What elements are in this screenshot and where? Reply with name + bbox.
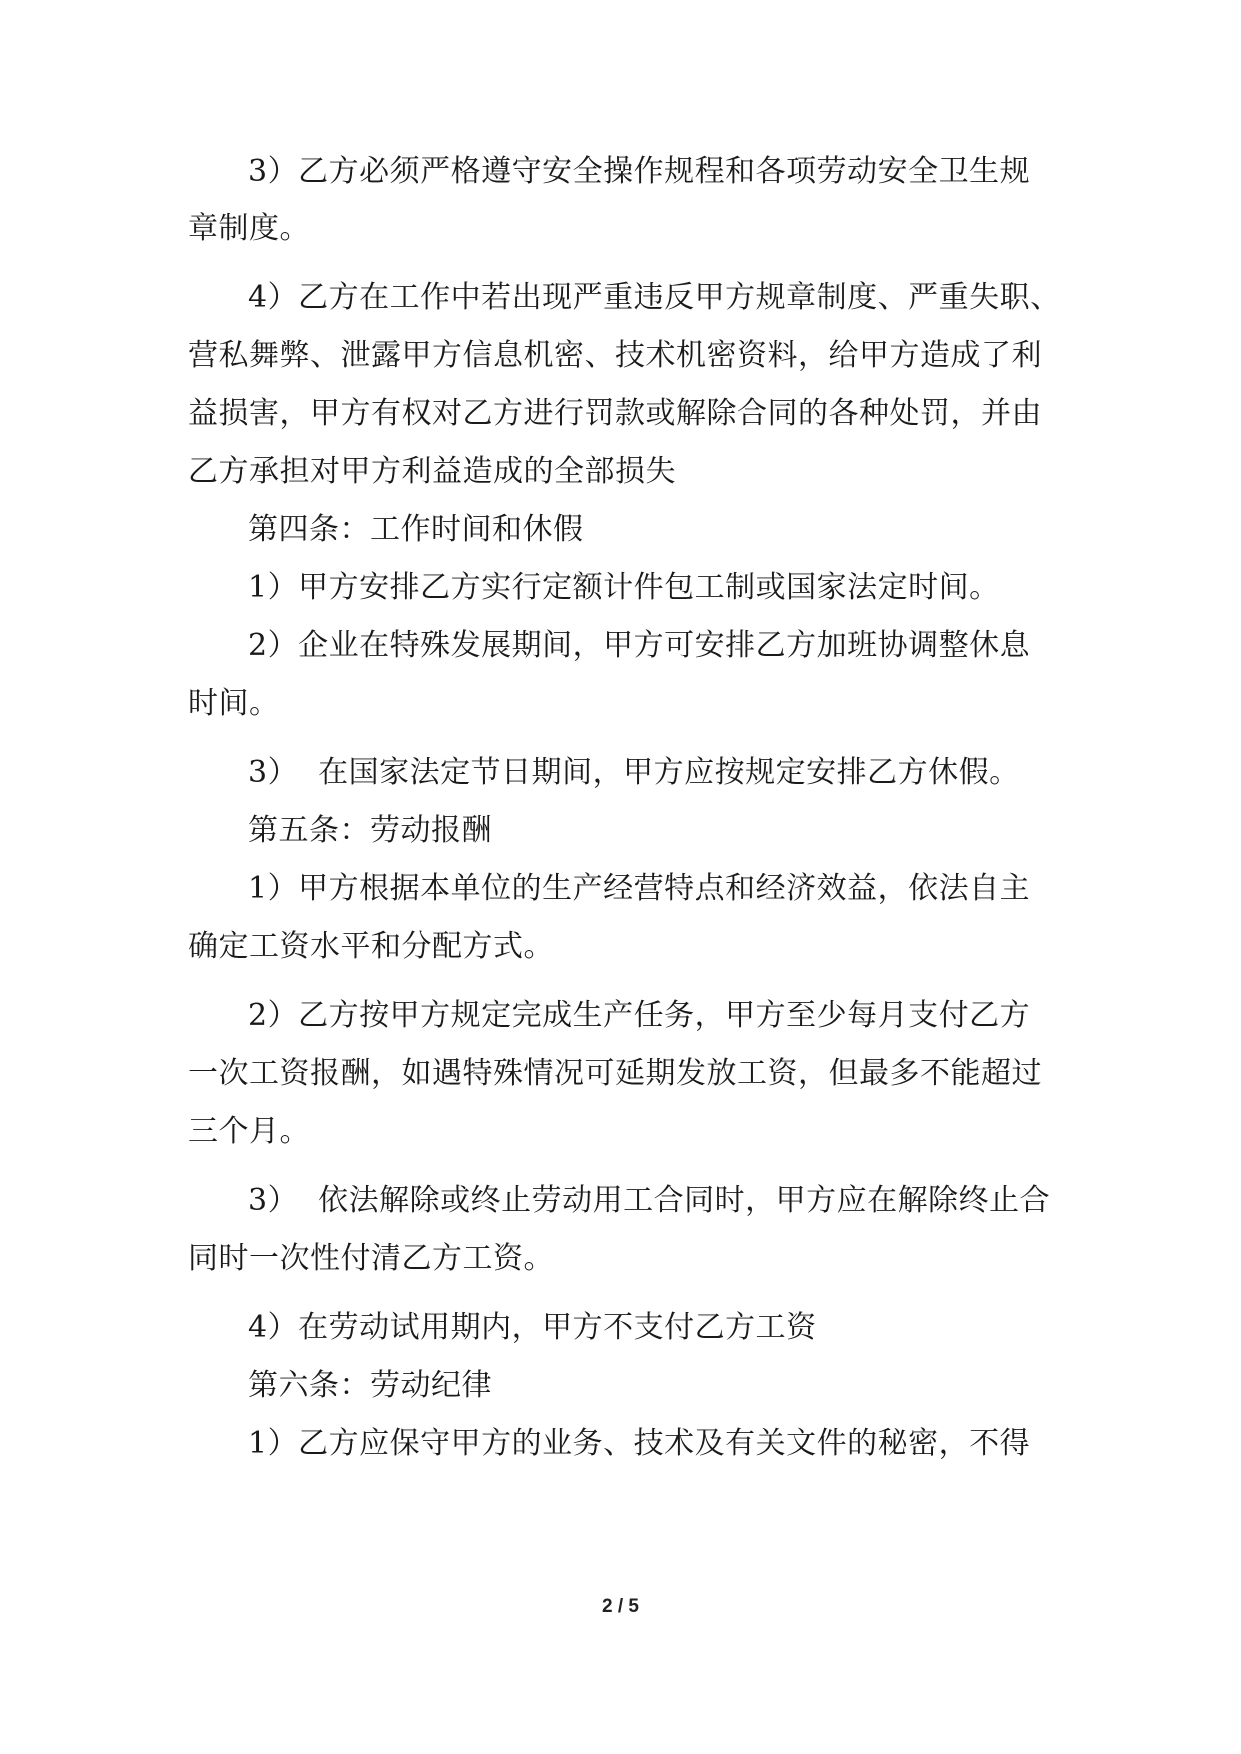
paragraph-line: 章制度。 — [188, 211, 310, 246]
paragraph-line: 确定工资水平和分配方式。 — [188, 929, 554, 964]
section-heading: 第五条：劳动报酬 — [248, 813, 492, 848]
paragraph-line: 3）乙方必须严格遵守安全操作规程和各项劳动安全卫生规 — [248, 154, 1031, 189]
paragraph-line: 4）在劳动试用期内，甲方不支付乙方工资 — [248, 1310, 817, 1345]
paragraph-line: 益损害，甲方有权对乙方进行罚款或解除合同的各种处罚，并由 — [188, 396, 1042, 431]
section-heading: 第四条：工作时间和休假 — [248, 512, 584, 547]
paragraph-line: 同时一次性付清乙方工资。 — [188, 1241, 554, 1276]
paragraph-line: 3） 在国家法定节日期间，甲方应按规定安排乙方休假。 — [248, 755, 1020, 790]
section-heading: 第六条：劳动纪律 — [248, 1368, 492, 1403]
paragraph-line: 时间。 — [188, 686, 280, 721]
paragraph-line: 2）乙方按甲方规定完成生产任务，甲方至少每月支付乙方 — [248, 998, 1031, 1033]
paragraph-line: 一次工资报酬，如遇特殊情况可延期发放工资，但最多不能超过 — [188, 1056, 1042, 1091]
paragraph-line: 1）甲方安排乙方实行定额计件包工制或国家法定时间。 — [248, 570, 1000, 605]
paragraph-line: 1）乙方应保守甲方的业务、技术及有关文件的秘密，不得 — [248, 1426, 1031, 1461]
page-number: 2 / 5 — [602, 1596, 639, 1617]
paragraph-line: 4）乙方在工作中若出现严重违反甲方规章制度、严重失职、 — [248, 280, 1061, 315]
paragraph-line: 营私舞弊、泄露甲方信息机密、技术机密资料，给甲方造成了利 — [188, 338, 1042, 373]
paragraph-line: 3） 依法解除或终止劳动用工合同时，甲方应在解除终止合 — [248, 1183, 1051, 1218]
paragraph-line: 1）甲方根据本单位的生产经营特点和经济效益，依法自主 — [248, 871, 1031, 906]
paragraph-line: 2）企业在特殊发展期间，甲方可安排乙方加班协调整休息 — [248, 628, 1031, 663]
paragraph-line: 乙方承担对甲方利益造成的全部损失 — [188, 454, 676, 489]
paragraph-line: 三个月。 — [188, 1114, 310, 1149]
